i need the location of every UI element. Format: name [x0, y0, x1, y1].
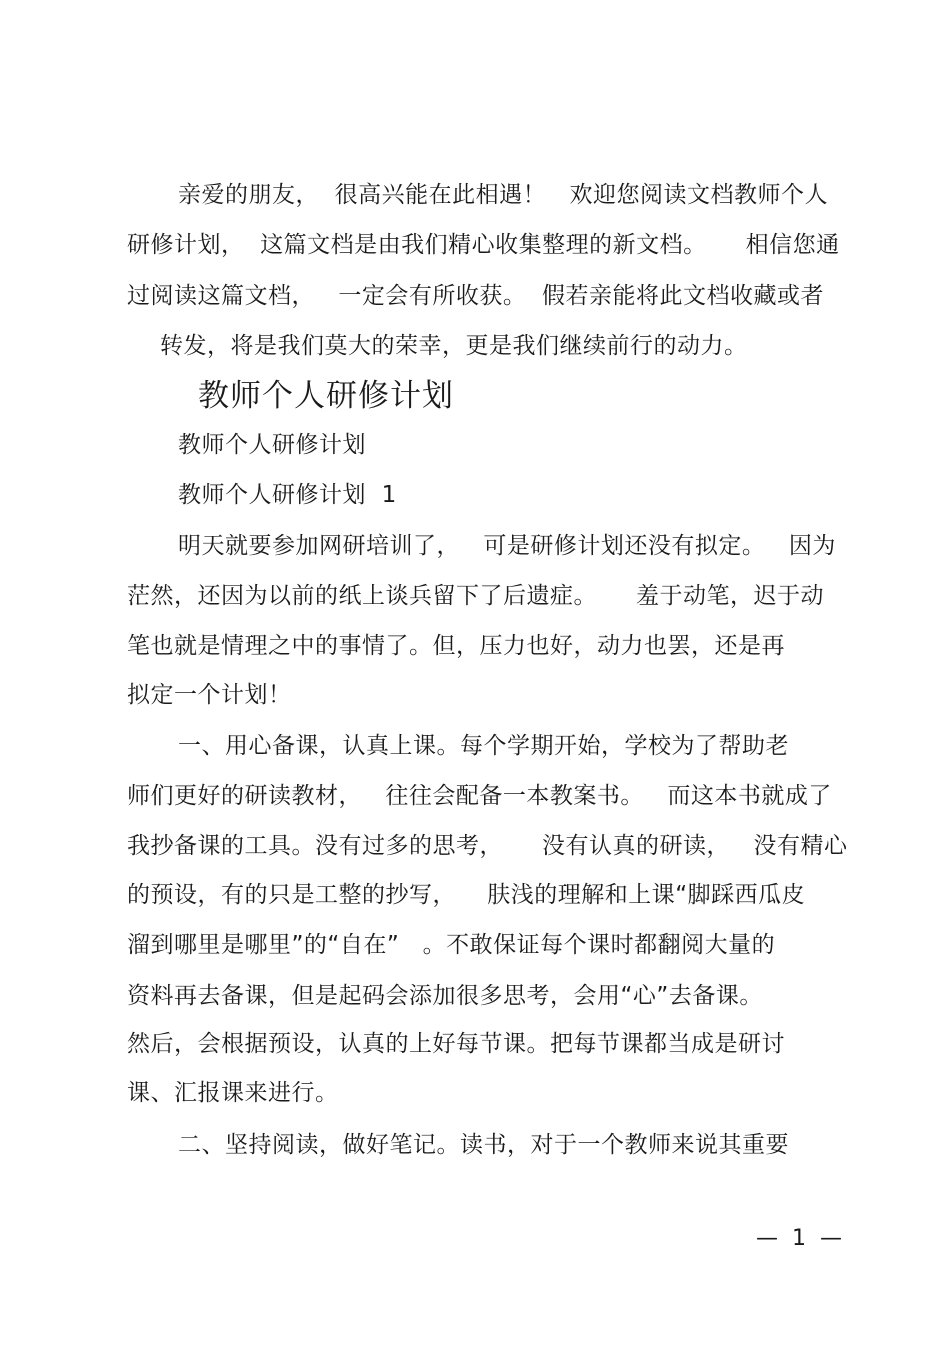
paragraph-3-line-1: 二、坚持阅读，做好笔记。读书，对于一个教师来说其重要 — [178, 1132, 789, 1158]
paragraph-2-line-2: 师们更好的研读教材， 往往会配备一本教案书。 而这本书就成了 — [127, 783, 832, 809]
paragraph-1-line-3: 笔也就是情理之中的事情了。但，压力也好，动力也罢，还是再 — [127, 633, 785, 659]
intro-line-2: 研修计划， 这篇文档是由我们精心收集整理的新文档。 相信您通 — [127, 232, 840, 258]
paragraph-1-line-4: 拟定一个计划！ — [127, 682, 292, 708]
intro-line-1: 亲爱的朋友， 很高兴能在此相遇！ 欢迎您阅读文档教师个人 — [178, 182, 829, 208]
intro-line-3: 过阅读这篇文档， 一定会有所收获。 假若亲能将此文档收藏或者 — [127, 283, 825, 309]
paragraph-2-line-7: 然后，会根据预设，认真的上好每节课。把每节课都当成是研讨 — [127, 1031, 785, 1057]
paragraph-1-line-2: 茫然，还因为以前的纸上谈兵留下了后遗症。 羞于动笔，迟于动 — [127, 583, 825, 609]
intro-line-4: 转发，将是我们莫大的荣幸，更是我们继续前行的动力。 — [160, 333, 748, 359]
paragraph-2-line-4: 的预设，有的只是工整的抄写， 肤浅的理解和上课“脚踩西瓜皮 — [127, 882, 806, 908]
section-heading: 教师个人研修计划 1 — [178, 482, 397, 508]
paragraph-2-line-6: 资料再去备课，但是起码会添加很多思考，会用“心”去备课。 — [127, 983, 763, 1009]
document-subtitle: 教师个人研修计划 — [178, 432, 366, 458]
paragraph-2-line-8: 课、汇报课来进行。 — [127, 1080, 339, 1106]
paragraph-1-line-1: 明天就要参加网研培训了， 可是研修计划还没有拟定。 因为 — [178, 533, 836, 559]
paragraph-2-line-5: 溜到哪里是哪里”的“自在” 。不敢保证每个课时都翻阅大量的 — [127, 932, 776, 958]
page-number: — 1 — — [756, 1226, 842, 1251]
paragraph-2-line-3: 我抄备课的工具。没有过多的思考， 没有认真的研读， 没有精心 — [127, 833, 848, 859]
document-title: 教师个人研修计划 — [198, 378, 454, 414]
paragraph-2-line-1: 一、用心备课，认真上课。每个学期开始，学校为了帮助老 — [178, 733, 789, 759]
